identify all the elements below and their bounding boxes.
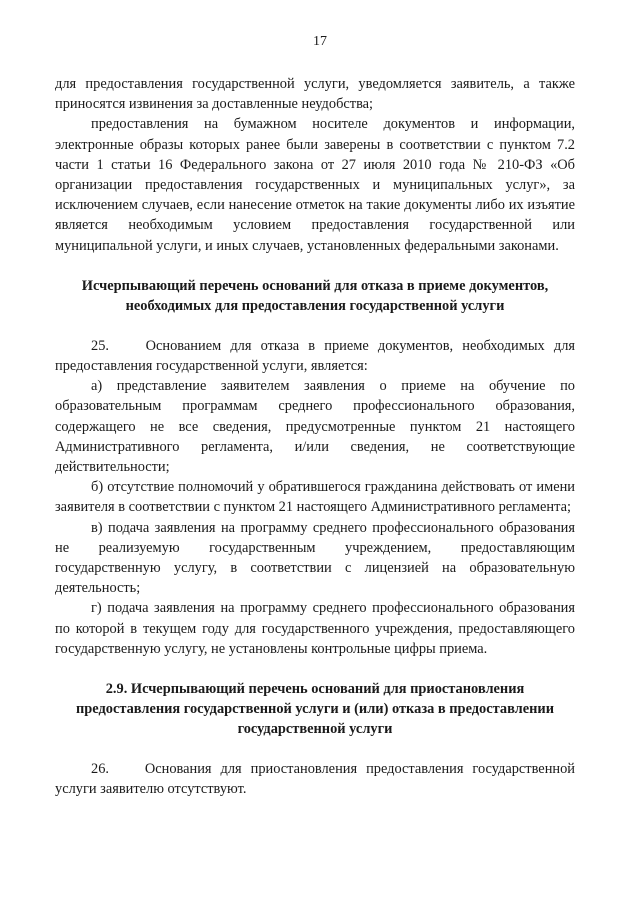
page-number: 17 [313,34,327,49]
list-item-b: б) отсутствие полномочий у обратившегося гражданина действовать от имени заявителя в соответствии с пунктом 21 настоящего Административного регламента; [55,479,575,516]
heading-2-9-suspension-grounds: 2.9. Исчерпывающий перечень оснований для приостановления предоставления государственной услуги и (или) отказа в предоставлении государственной услуги [76,681,554,738]
paragraph-continuation: для предоставления государственной услуги, уведомляется заявитель, а также приносятся извинения за доставленные неудобства; [55,76,575,113]
paragraph-25-intro: 25. Основанием для отказа в приеме документов, необходимых для предоставления государственной услуги, является: [55,337,575,375]
list-item-a: а) представление заявителем заявления о приеме на обучение по образовательным программам среднего профессионального образования, содержащего не все сведения, предусмотренные пунктом 21 настоящего Административного регламента, и/или сведения, не соответствующие действительности; [55,378,575,476]
paragraph-paper-documents: предоставления на бумажном носителе документов и информации, электронные образы которых ранее были заверены в соответствии с пунктом 7.2 части 1 статьи 16 Федерального закона от 27 июля 2010 года № 210-ФЗ «Об организации предоставления государственных и муниципальных услуг», за исключением случаев, если нанесение отметок на такие документы либо их изъятие является необходимым условием предоставления государственной или муниципальной услуги, и иных случаев, установленных федеральными законами. [55,116,575,254]
list-item-v: в) подача заявления на программу среднего профессионального образования не реализуемую государственным учреждением, предоставляющим государственную услугу, в соответствии с лицензией на образовательную деятельность; [55,519,575,597]
list-item-g: г) подача заявления на программу среднего профессионального образования по которой в текущем году для государственного учреждения, предоставляющего государственную услугу, не установлены контрольные цифры приема. [55,600,575,657]
document-body [55,74,575,799]
paragraph-26: 26. Основания для приостановления предоставления государственной услуги заявителю отсутствуют. [55,761,575,798]
heading-refusal-grounds: Исчерпывающий перечень оснований для отказа в приеме документов, необходимых для предоставления государственной услуги [81,277,549,314]
